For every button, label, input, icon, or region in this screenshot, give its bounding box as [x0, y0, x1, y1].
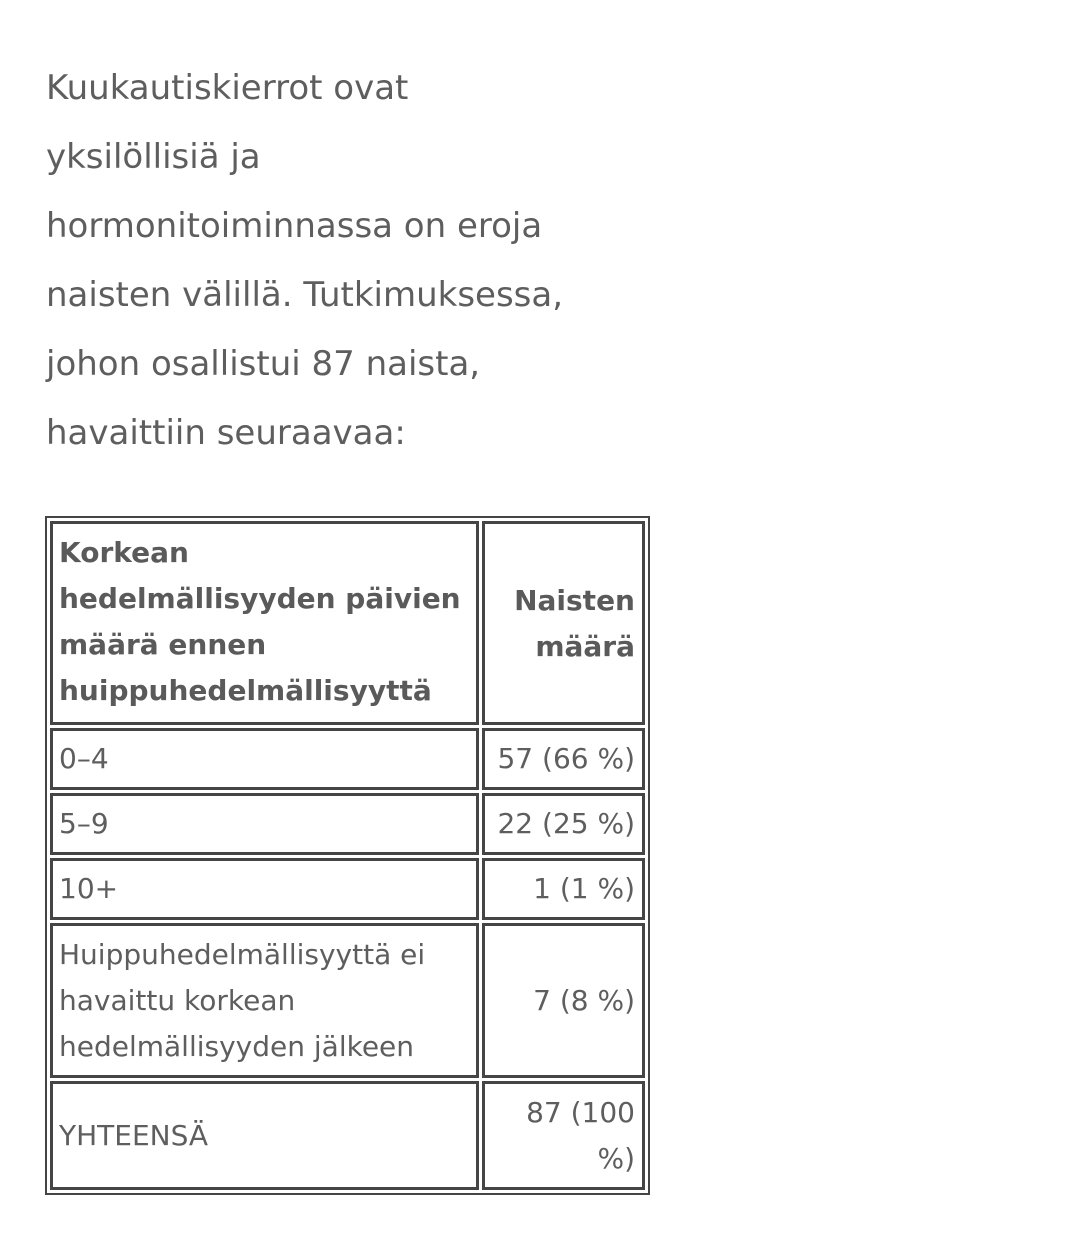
row-count: 1 (1 %)	[482, 858, 645, 920]
total-label: YHTEENSÄ	[50, 1081, 479, 1190]
table-row	[50, 728, 645, 790]
intro-line: johon osallistui 87 naista,	[46, 344, 481, 384]
table-header-row	[50, 521, 645, 725]
intro-line: yksilöllisiä ja	[46, 137, 261, 177]
intro-line: havaittiin seuraavaa:	[46, 413, 406, 453]
fertility-days-table	[45, 516, 650, 1195]
total-count: 87 (100 %)	[482, 1081, 645, 1190]
table-row	[50, 923, 645, 1078]
table-row	[50, 793, 645, 855]
intro-line: naisten välillä. Tutkimuksessa,	[46, 275, 564, 315]
row-count: 57 (66 %)	[482, 728, 645, 790]
header-fertile-days: Korkean hedelmällisyyden päivien määrä ennen huippuhedelmällisyyttä	[50, 521, 479, 725]
intro-paragraph	[46, 54, 646, 468]
row-count: 22 (25 %)	[482, 793, 645, 855]
fertility-table-container	[45, 516, 650, 1195]
header-women-count: Naisten määrä	[482, 521, 645, 725]
intro-line: hormonitoiminnassa on eroja	[46, 206, 543, 246]
row-label: Huippuhedelmällisyyttä ei havaittu korkean hedelmällisyyden jälkeen	[50, 923, 479, 1078]
intro-line: Kuukautiskierrot ovat	[46, 68, 409, 108]
table-row	[50, 858, 645, 920]
row-label: 5–9	[50, 793, 479, 855]
row-count: 7 (8 %)	[482, 923, 645, 1078]
row-label: 0–4	[50, 728, 479, 790]
row-label: 10+	[50, 858, 479, 920]
table-row-total	[50, 1081, 645, 1190]
